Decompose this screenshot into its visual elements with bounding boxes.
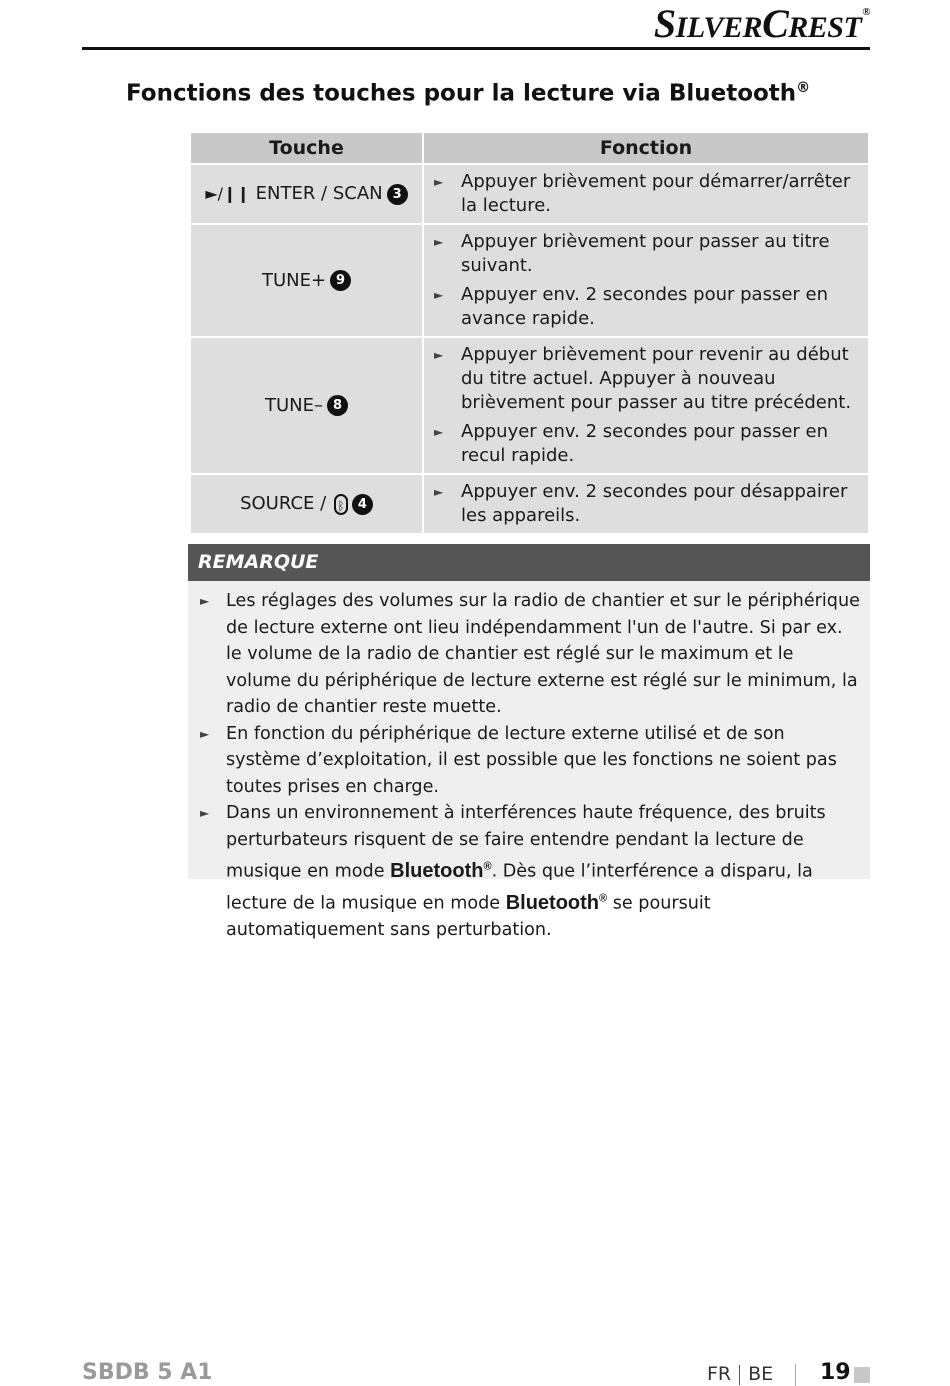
list-item: ► Appuyer brièvement pour démarrer/arrêter la lecture. (434, 171, 851, 216)
bullet-arrow-icon: ► (434, 348, 444, 362)
list-item: ► Appuyer brièvement pour passer au titre suivant. (434, 231, 830, 276)
function-cell (424, 225, 868, 336)
page-title: Fonctions des touches pour la lecture via Bluetooth® (126, 80, 811, 107)
bullet-arrow-icon: ► (434, 288, 444, 302)
note-body (188, 581, 870, 941)
bullet-arrow-icon: ► (434, 425, 444, 439)
note-heading: REMARQUE (188, 544, 870, 581)
play-pause-icon: ►/❙❙ (205, 184, 250, 204)
column-header-function: Fonction (424, 133, 868, 163)
footer-square-icon (854, 1367, 870, 1383)
table-row (191, 225, 868, 336)
table-row (191, 338, 868, 473)
bluetooth-wordmark: Bluetooth® (505, 891, 608, 914)
bullet-arrow-icon: ► (200, 726, 210, 741)
bullet-arrow-icon: ► (200, 594, 210, 608)
table-row (191, 165, 868, 223)
bullet-arrow-icon: ► (434, 175, 444, 189)
key-number-badge: 3 (387, 184, 408, 205)
footer-language: FR BE (707, 1363, 774, 1385)
key-function-table (189, 131, 870, 535)
key-number-badge: 9 (330, 270, 351, 291)
list-item: ► Appuyer env. 2 secondes pour passer en recul rapide. (434, 421, 829, 466)
key-cell: TUNE+ 9 (191, 225, 422, 336)
list-item: ► Les réglages des volumes sur la radio de chantier et sur le périphérique de lecture externe ont lieu indépendamment l'un de l'autre. Si par ex. le volume de la radio de chantier est réglé sur le maximum et le volume du périphérique de lecture externe est réglé sur le minimum, la radio de chantier reste muette. (200, 588, 862, 721)
bluetooth-icon: ᛒ (334, 494, 348, 515)
list-item: ► Dans un environnement à interférences haute fréquence, des bruits perturbateurs risquent de se faire entendre pendant la lecture de musique en mode Bluetooth®. Dès que l’interférence a disparu, la lecture de la musique en mode Bluetooth® se poursuit automatiquement sans perturbation. (200, 800, 862, 944)
bluetooth-wordmark: Bluetooth® (390, 859, 492, 882)
function-cell (424, 165, 868, 223)
footer-divider (795, 1364, 796, 1386)
list-item: ► Appuyer brièvement pour revenir au début du titre actuel. Appuyer à nouveau brièvement pour passer au titre précédent. (434, 344, 852, 413)
list-item: ► Appuyer env. 2 secondes pour désappairer les appareils. (434, 481, 848, 526)
bullet-arrow-icon: ► (434, 485, 444, 499)
brand-logo: SILVERCREST® (653, 1, 870, 46)
column-header-key: Touche (191, 133, 422, 163)
function-cell (424, 475, 868, 533)
table-row (191, 475, 868, 533)
bullet-arrow-icon: ► (200, 806, 210, 820)
list-item: ► Appuyer env. 2 secondes pour passer en avance rapide. (434, 284, 829, 329)
key-cell: TUNE– 8 (191, 338, 422, 473)
header-rule (82, 47, 870, 50)
page-number: 19 (820, 1360, 851, 1385)
key-number-badge: 8 (327, 395, 348, 416)
key-cell: ►/❙❙ ENTER / SCAN 3 (191, 165, 422, 223)
key-cell: SOURCE / ᛒ 4 (191, 475, 422, 533)
function-cell (424, 338, 868, 473)
bullet-arrow-icon: ► (434, 235, 444, 249)
footer-model: SBDB 5 A1 (82, 1360, 213, 1385)
key-number-badge: 4 (352, 494, 373, 515)
list-item: ► En fonction du périphérique de lecture externe utilisé et de son système d’exploitation, il est possible que les fonctions ne soient pas toutes prises en charge. (200, 721, 862, 801)
